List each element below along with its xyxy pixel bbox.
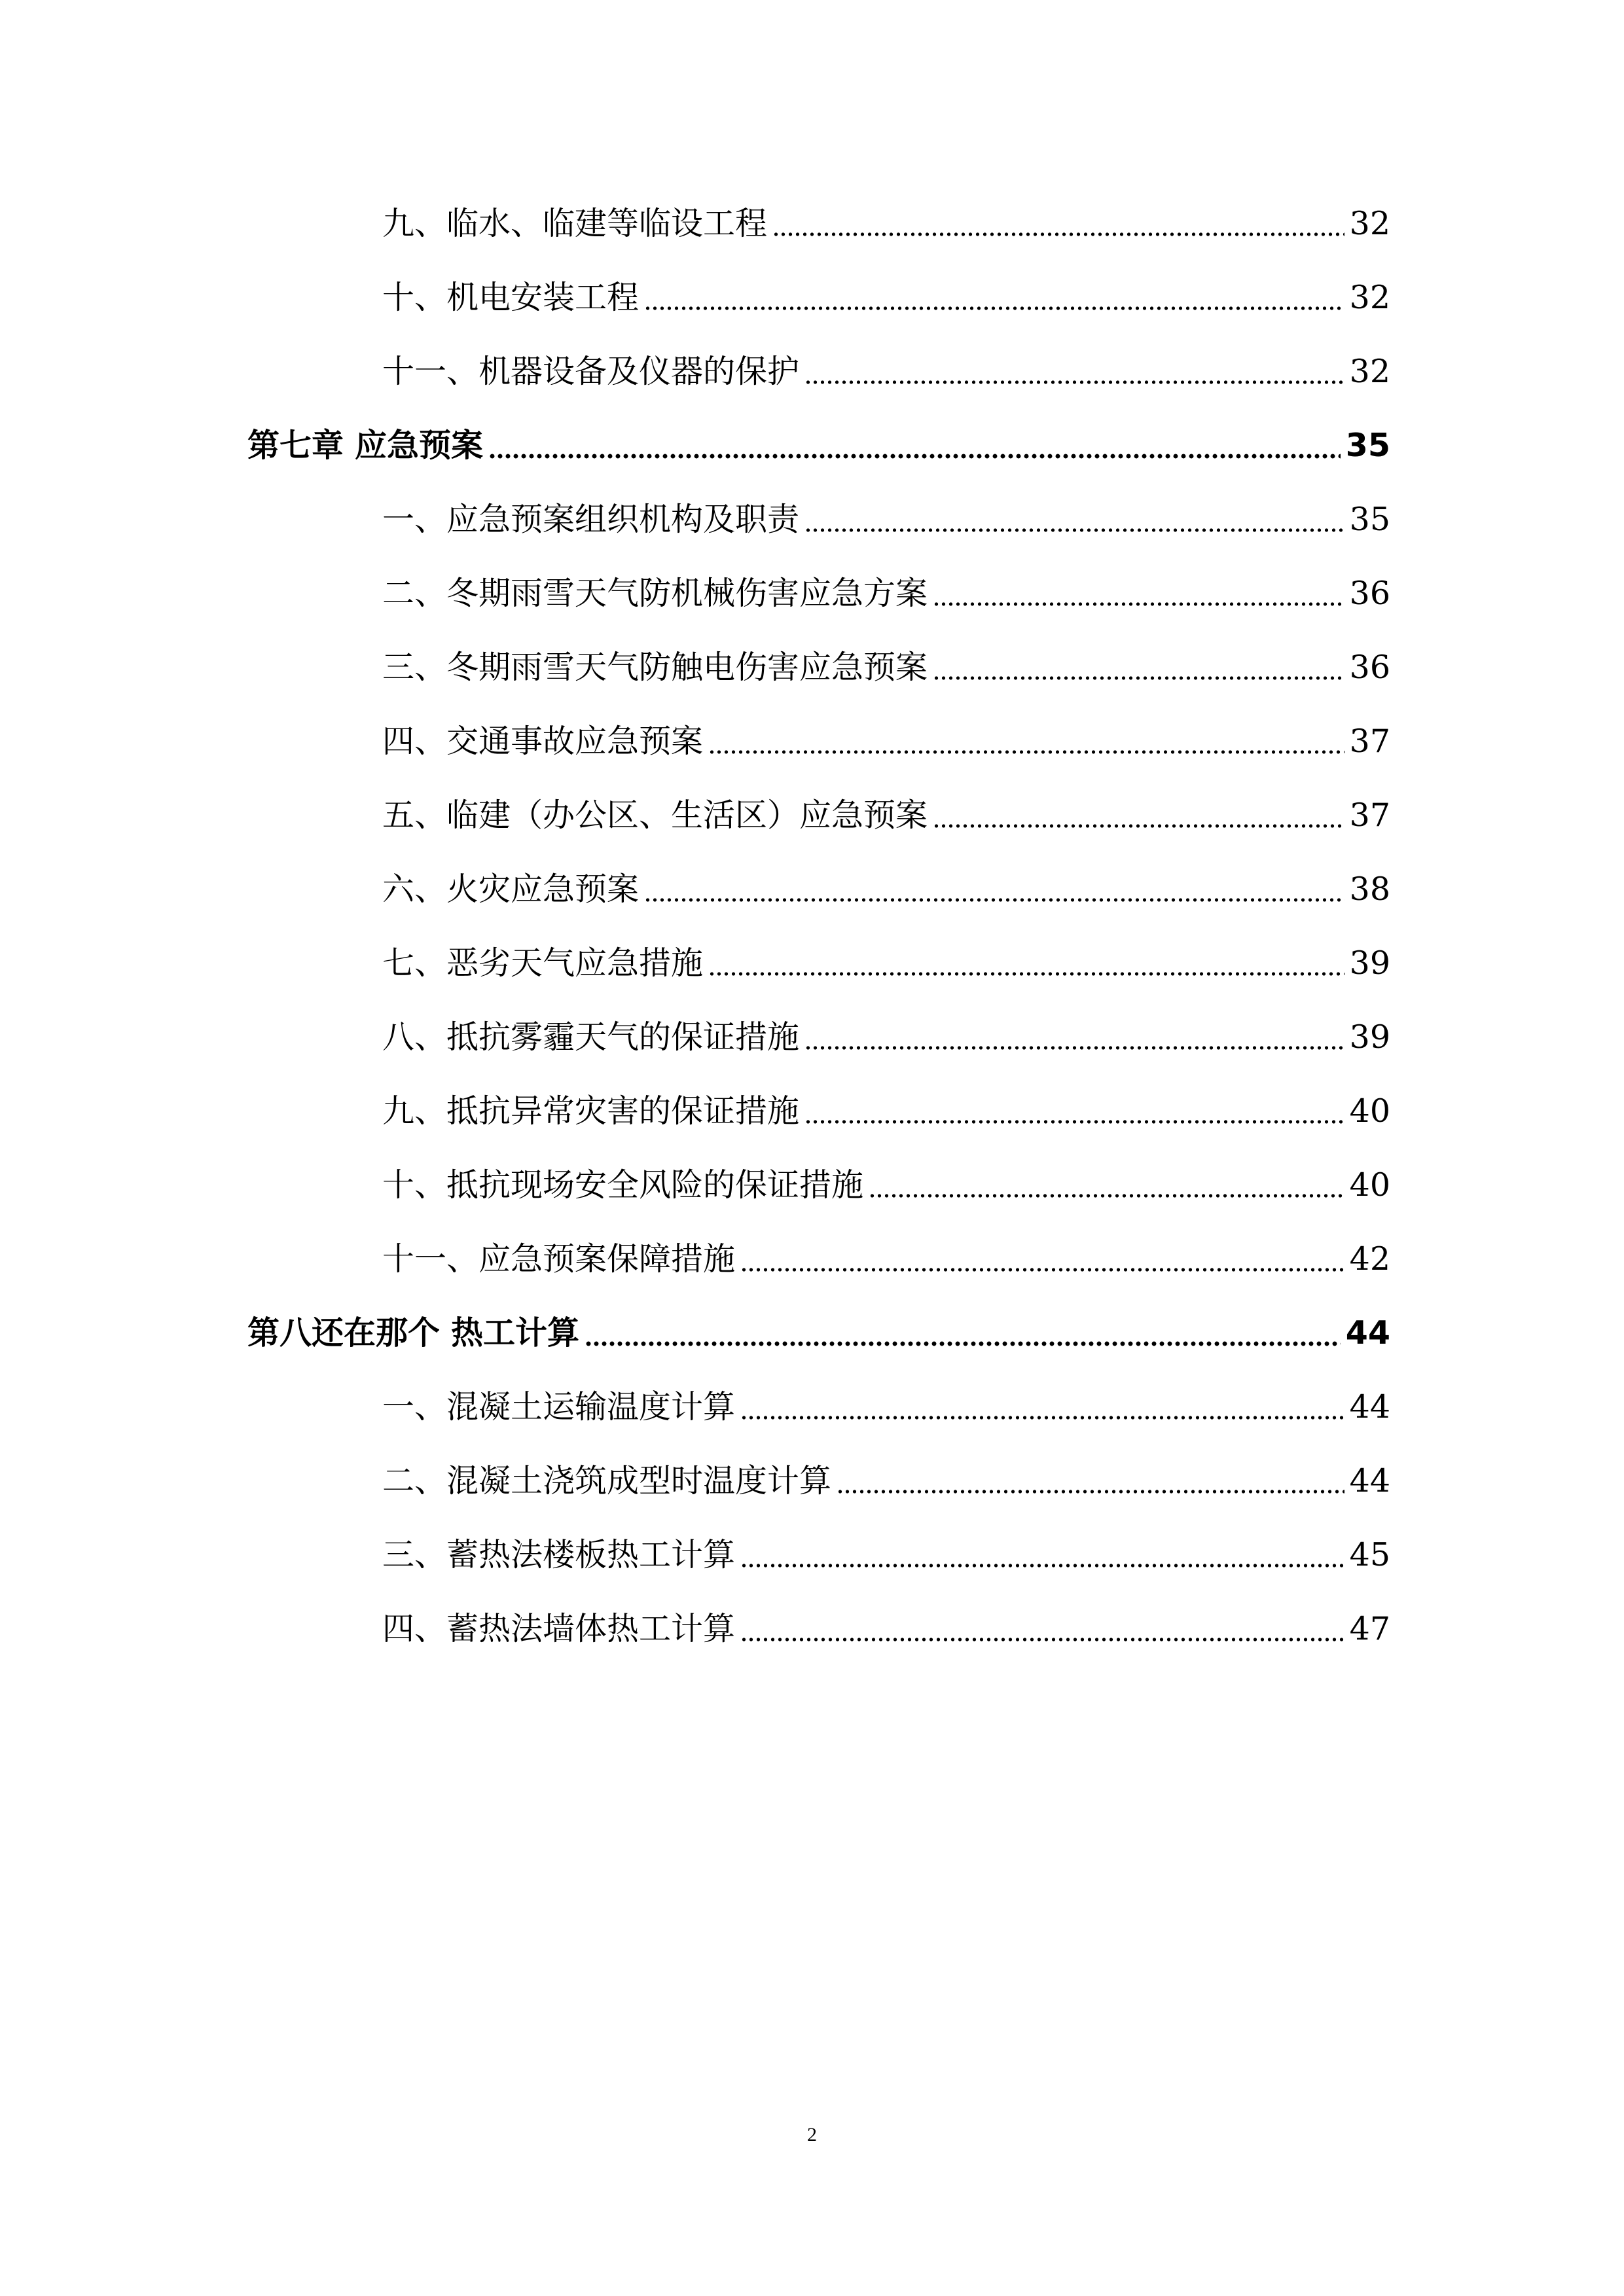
page-number: 2 bbox=[807, 2124, 817, 2145]
toc-entry-title: 四、蓄热法墙体热工计算 bbox=[382, 1610, 736, 1647]
toc-entry-title: 六、火灾应急预案 bbox=[382, 870, 640, 908]
toc-entry[interactable] bbox=[382, 1233, 1390, 1285]
toc-dot-leader bbox=[585, 1340, 1341, 1348]
toc-entry-title: 一、混凝土运输温度计算 bbox=[382, 1388, 736, 1426]
toc-entry-title: 九、临水、临建等临设工程 bbox=[382, 205, 768, 242]
toc-chapter-page: 35 bbox=[1345, 427, 1390, 464]
toc-entry-title: 九、抵抗异常灾害的保证措施 bbox=[382, 1092, 800, 1130]
toc-entry-page: 44 bbox=[1349, 1388, 1390, 1426]
toc-entry-page: 39 bbox=[1349, 944, 1390, 982]
toc-chapter-title: 第七章 应急预案 bbox=[247, 427, 484, 464]
toc-dot-leader bbox=[804, 378, 1344, 386]
toc-entry[interactable] bbox=[382, 1085, 1390, 1138]
toc-dot-leader bbox=[804, 1044, 1344, 1052]
toc-dot-leader bbox=[933, 674, 1344, 682]
toc-dot-leader bbox=[869, 1192, 1344, 1200]
toc-entry[interactable] bbox=[382, 1159, 1390, 1211]
toc-dot-leader bbox=[708, 970, 1344, 978]
toc-dot-leader bbox=[933, 822, 1344, 830]
toc-entry-title: 二、冬期雨雪天气防机械伤害应急方案 bbox=[382, 575, 928, 612]
toc-dot-leader bbox=[740, 1414, 1344, 1422]
toc-chapter-page: 44 bbox=[1345, 1314, 1390, 1352]
toc-entry-title: 一、应急预案组织机构及职责 bbox=[382, 501, 800, 538]
toc-entry-title: 十一、应急预案保障措施 bbox=[382, 1240, 736, 1278]
toc-entry[interactable] bbox=[382, 1529, 1390, 1581]
toc-dot-leader bbox=[804, 526, 1344, 534]
toc-entry-page: 47 bbox=[1349, 1610, 1390, 1647]
toc-entry-title: 二、混凝土浇筑成型时温度计算 bbox=[382, 1462, 832, 1499]
toc-dot-leader bbox=[740, 1562, 1344, 1570]
toc-entry-page: 38 bbox=[1349, 870, 1390, 908]
toc-entry-title: 八、抵抗雾霾天气的保证措施 bbox=[382, 1018, 800, 1056]
toc-chapter-title: 第八还在那个 热工计算 bbox=[247, 1314, 580, 1352]
toc-entry[interactable] bbox=[382, 641, 1390, 694]
toc-entry-page: 32 bbox=[1349, 353, 1390, 390]
toc-entry-page: 36 bbox=[1349, 649, 1390, 686]
toc-dot-leader bbox=[488, 452, 1341, 460]
toc-chapter-entry[interactable] bbox=[247, 1307, 1390, 1359]
toc-dot-leader bbox=[644, 304, 1344, 312]
toc-entry-page: 37 bbox=[1349, 723, 1390, 760]
toc-dot-leader bbox=[740, 1636, 1344, 1643]
toc-entry[interactable] bbox=[382, 346, 1390, 398]
toc-chapter-entry[interactable] bbox=[247, 420, 1390, 472]
toc-entry[interactable] bbox=[382, 567, 1390, 620]
toc-dot-leader bbox=[933, 600, 1344, 608]
toc-entry-page: 45 bbox=[1349, 1536, 1390, 1573]
toc-entry-title: 十、抵抗现场安全风险的保证措施 bbox=[382, 1166, 864, 1204]
toc-entry[interactable] bbox=[382, 1011, 1390, 1064]
toc-entry[interactable] bbox=[382, 1455, 1390, 1507]
toc-entry[interactable] bbox=[382, 863, 1390, 916]
toc-dot-leader bbox=[837, 1488, 1344, 1496]
toc-entry-page: 32 bbox=[1349, 205, 1390, 242]
toc-entry[interactable] bbox=[382, 1381, 1390, 1433]
toc-entry-page: 37 bbox=[1349, 797, 1390, 834]
toc-entry-title: 三、蓄热法楼板热工计算 bbox=[382, 1536, 736, 1573]
toc-entry[interactable] bbox=[382, 272, 1390, 324]
toc-dot-leader bbox=[644, 896, 1344, 904]
toc-entry-page: 40 bbox=[1349, 1166, 1390, 1204]
toc-entry[interactable] bbox=[382, 1603, 1390, 1655]
toc-entry-page: 40 bbox=[1349, 1092, 1390, 1130]
toc-entry-page: 36 bbox=[1349, 575, 1390, 612]
toc-entry-page: 32 bbox=[1349, 279, 1390, 316]
toc-dot-leader bbox=[804, 1118, 1344, 1126]
toc-entry-title: 十一、机器设备及仪器的保护 bbox=[382, 353, 800, 390]
toc-entry-title: 三、冬期雨雪天气防触电伤害应急预案 bbox=[382, 649, 928, 686]
toc-entry-title: 四、交通事故应急预案 bbox=[382, 723, 704, 760]
toc-dot-leader bbox=[708, 748, 1344, 756]
toc-entry-page: 44 bbox=[1349, 1462, 1390, 1499]
toc-entry[interactable] bbox=[382, 493, 1390, 546]
toc-entry[interactable] bbox=[382, 715, 1390, 768]
toc-entry[interactable] bbox=[382, 937, 1390, 990]
toc-entry-title: 七、恶劣天气应急措施 bbox=[382, 944, 704, 982]
toc-entry-page: 35 bbox=[1349, 501, 1390, 538]
toc-entry-page: 39 bbox=[1349, 1018, 1390, 1056]
toc-entry-title: 五、临建（办公区、生活区）应急预案 bbox=[382, 797, 928, 834]
toc-entry-page: 42 bbox=[1349, 1240, 1390, 1278]
toc-entry[interactable] bbox=[382, 198, 1390, 250]
toc-dot-leader bbox=[740, 1266, 1344, 1274]
toc-dot-leader bbox=[772, 230, 1344, 238]
toc-entry-title: 十、机电安装工程 bbox=[382, 279, 640, 316]
toc-entry[interactable] bbox=[382, 789, 1390, 842]
